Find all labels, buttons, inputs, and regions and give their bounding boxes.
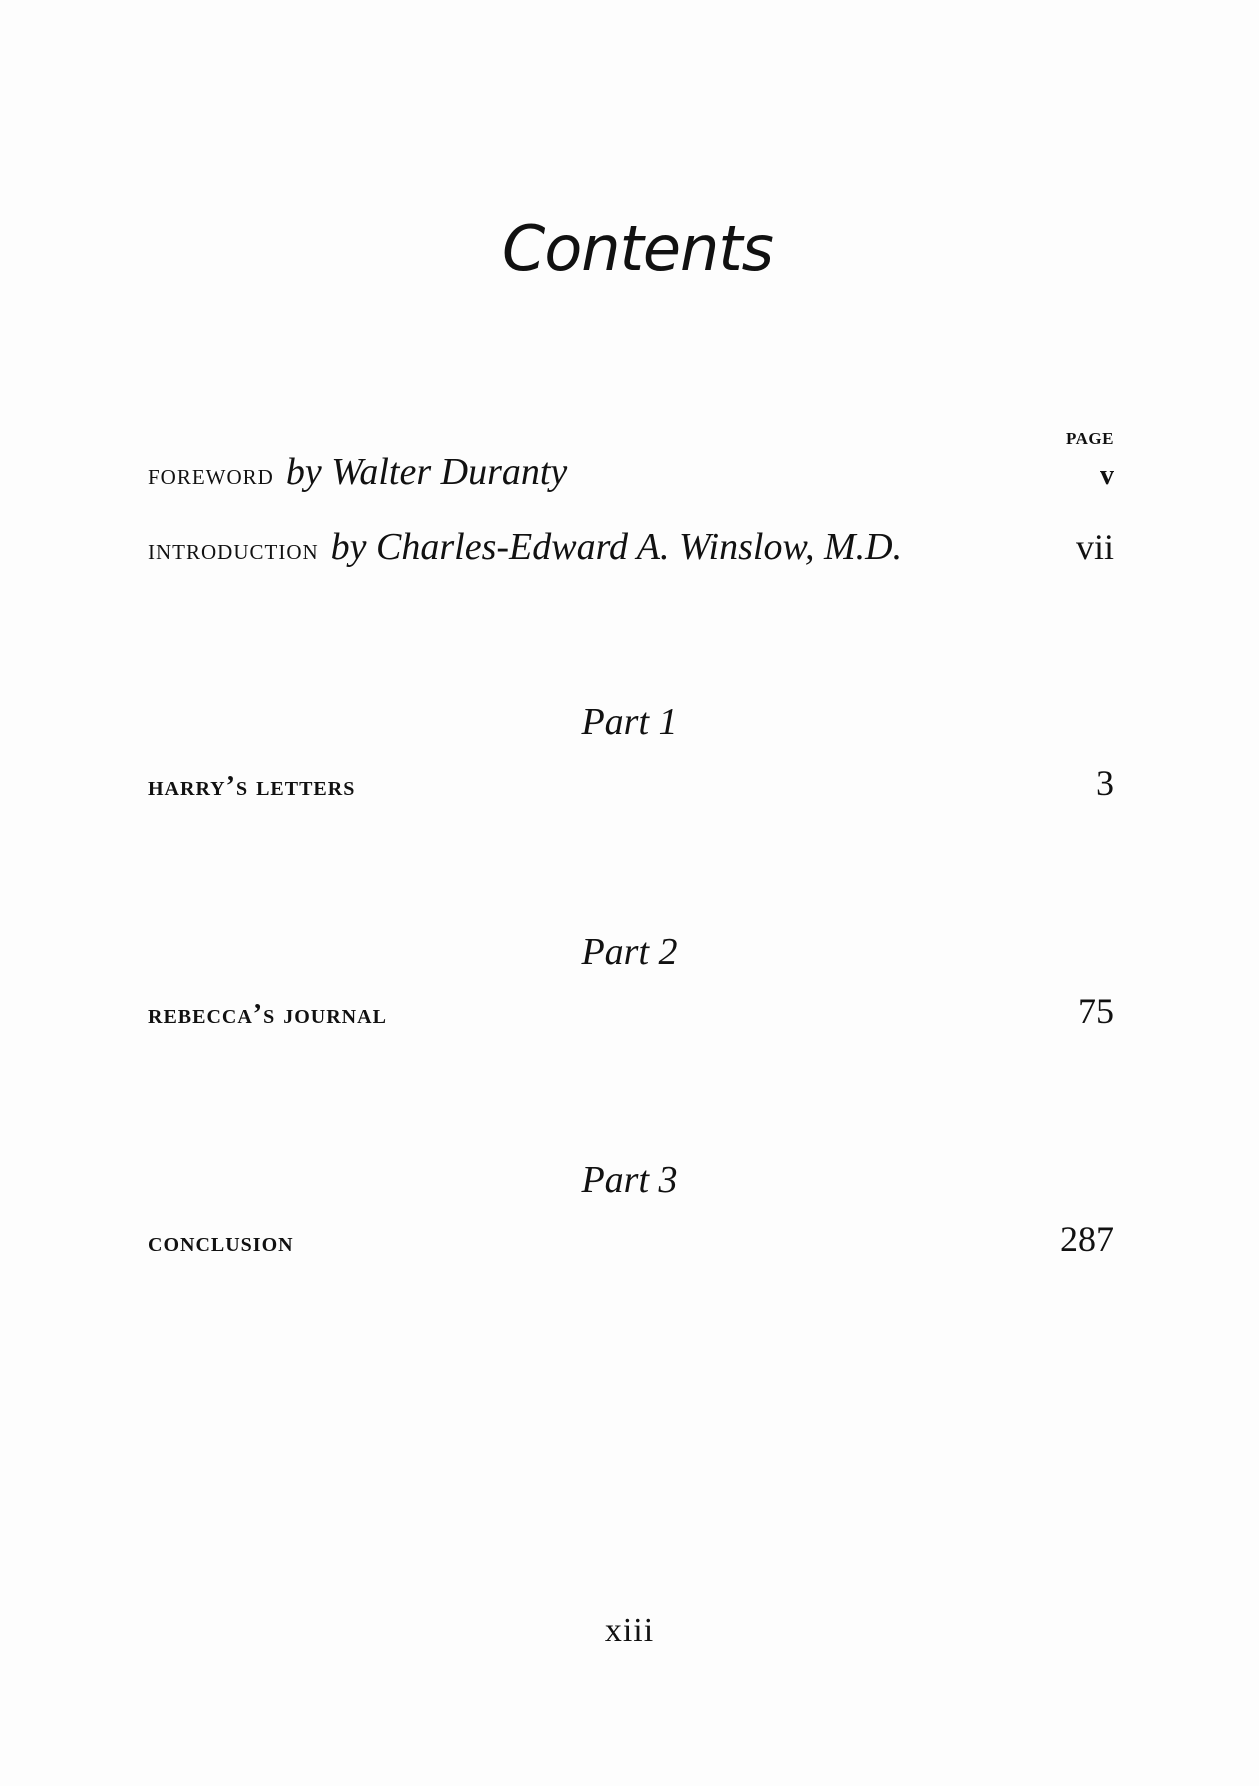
- toc-entry-introduction[interactable]: [148, 525, 1114, 569]
- toc-entry-author: by Walter Duranty: [285, 451, 568, 493]
- toc-entry-page: vii: [1075, 527, 1114, 567]
- toc-entry-page: v: [1100, 460, 1114, 491]
- part-heading-1: Part 1: [581, 701, 678, 743]
- page-title: Contents: [502, 212, 773, 285]
- toc-entry-text: [148, 450, 567, 494]
- toc-entry-author: by Charles-Edward A. Winslow, M.D.: [330, 526, 903, 568]
- toc-entry-page: 75: [1078, 991, 1114, 1031]
- page-column-label: PAGE: [1066, 429, 1114, 448]
- toc-entry-label: rebecca’s journal: [148, 999, 387, 1030]
- page-number: xiii: [604, 1612, 655, 1649]
- toc-entry-page: 287: [1060, 1219, 1114, 1259]
- toc-entry-foreword[interactable]: [148, 450, 1114, 494]
- toc-entry-rebeccas-journal[interactable]: [148, 990, 1114, 1032]
- toc-entry-label: conclusion: [148, 1227, 294, 1258]
- toc-entry-label: foreword: [148, 458, 274, 491]
- part-heading-3: Part 3: [581, 1159, 678, 1201]
- toc-entry-conclusion[interactable]: [148, 1218, 1114, 1260]
- toc-entry-label: harry’s letters: [148, 771, 356, 802]
- part-heading-2: Part 2: [581, 931, 678, 973]
- toc-entry-text: [148, 525, 902, 569]
- toc-entry-label: introduction: [148, 533, 319, 566]
- toc-entry-harrys-letters[interactable]: [148, 762, 1114, 804]
- toc-entry-page: 3: [1096, 763, 1114, 803]
